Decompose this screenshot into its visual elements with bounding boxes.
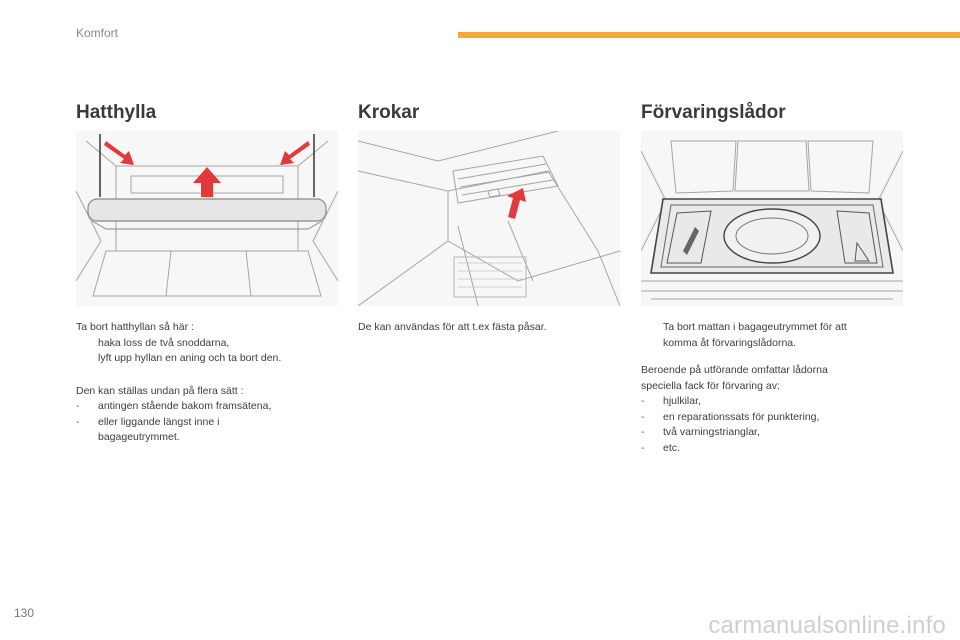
list-item: - antingen stående bakom framsätena, — [76, 399, 338, 415]
text-krokar — [358, 320, 620, 336]
figure-hooks — [358, 131, 620, 306]
heading-krokar: Krokar — [358, 102, 420, 123]
list-item: Ta bort mattan i bagageutrymmet för att komma åt förvaringslådorna. — [641, 320, 903, 351]
page-number: 130 — [14, 606, 35, 620]
intro-text: Ta bort hatthyllan så här : — [76, 321, 194, 333]
heading-forvaringslador: Förvaringslådor — [641, 102, 786, 123]
text-forvaringslador — [641, 320, 903, 456]
list-item: haka loss de två snoddarna, — [76, 336, 338, 352]
dash-marker: - — [641, 395, 645, 407]
dash-marker: - — [76, 400, 80, 412]
section-label: Komfort — [76, 26, 119, 40]
figure-parcel-shelf — [76, 131, 338, 306]
list-item: - etc. — [641, 441, 903, 457]
text-hatthylla — [76, 320, 338, 446]
dash-marker: - — [76, 415, 80, 428]
checkbox-bullet-icon — [641, 320, 663, 351]
dash-marker: - — [641, 410, 645, 423]
storage-contents-text: Beroende på utförande omfattar lådorna speciella fack för förvaring av: — [641, 364, 828, 392]
list-item: - en reparationssats för punktering, — [641, 410, 903, 426]
list-item: - hjulkilar, — [641, 394, 903, 410]
list-item: - eller liggande längst inne i bagageutrymmet. — [76, 415, 338, 446]
watermark: carmanualsonline.info — [708, 612, 946, 639]
checkbox-bullet-icon — [76, 351, 98, 367]
dash-marker: - — [641, 441, 645, 454]
figure-storage-boxes — [641, 131, 903, 306]
header-accent-bar — [458, 32, 960, 38]
heading-hatthylla: Hatthylla — [76, 102, 157, 123]
storage-text: Den kan ställas undan på flera sätt : — [76, 384, 244, 397]
dash-marker: - — [641, 426, 645, 438]
checkbox-bullet-icon — [76, 336, 98, 352]
list-item: lyft upp hyllan en aning och ta bort den. — [76, 351, 338, 367]
hooks-text: De kan användas för att t.ex fästa påsar. — [358, 321, 547, 333]
list-item: - två varningstrianglar, — [641, 425, 903, 441]
